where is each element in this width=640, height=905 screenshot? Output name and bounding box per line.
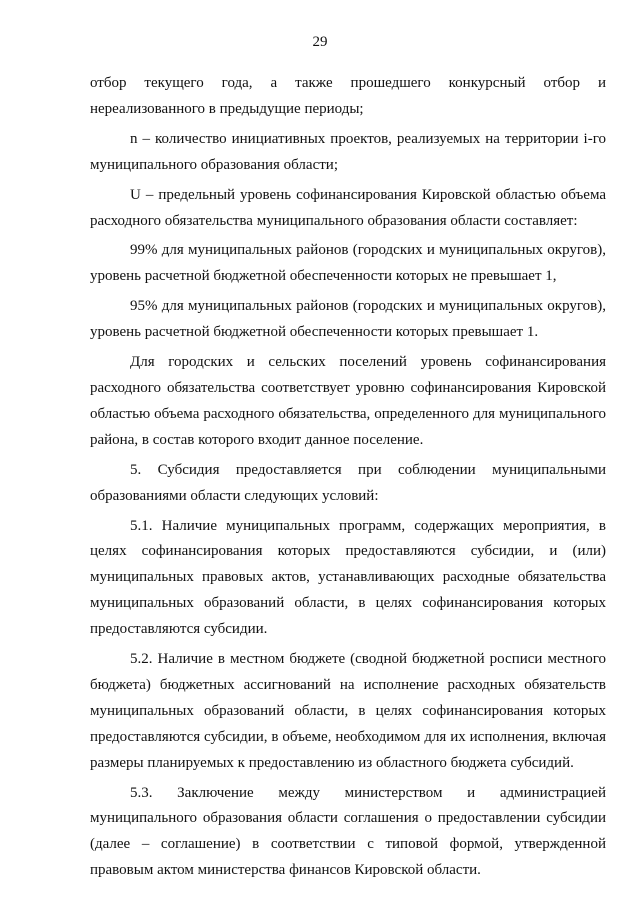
paragraph-u-definition: U – предельный уровень софинансирования Кировской областью объема расходного обязательства муниципального образования области составляет: — [90, 186, 606, 229]
paragraph-n-definition: n – количество инициативных проектов, реализуемых на территории i-го муниципального образования области; — [90, 130, 606, 173]
paragraph-clause-5-2: 5.2. Наличие в местном бюджете (сводной бюджетной росписи местного бюджета) бюджетных ассигнований на исполнение расходных обязательств муниципальных образований области, в целях софинансирования которых предоставляются субсидии, в объеме, необходимом для их исполнения, включая размеры планируемых к предоставлению из областного бюджета субсидий. — [90, 651, 606, 771]
paragraph-settlements: Для городских и сельских поселений уровень софинансирования расходного обязательства соответствует уровню софинансирования Кировской областью объема расходного обязательства, определенного для муниципального района, в состав которого входит данное поселение. — [90, 354, 606, 448]
page-number: 29 — [312, 34, 328, 50]
paragraph-clause-5-1: 5.1. Наличие муниципальных программ, содержащих мероприятия, в целях софинансирования которых предоставляются субсидии, и (или) муниципальных правовых актов, устанавливающих расходные обязательства муниципальных образований области, в целях софинансирования которых предоставляются субсидии. — [90, 517, 606, 638]
paragraph-clause-5: 5. Субсидия предоставляется при соблюдении муниципальными образованиями области следующих условий: — [90, 461, 606, 504]
paragraph-95-percent: 95% для муниципальных районов (городских и муниципальных округов), уровень расчетной бюджетной обеспеченности которых превышает 1. — [90, 298, 606, 341]
document-body — [90, 71, 606, 888]
paragraph-99-percent: 99% для муниципальных районов (городских и муниципальных округов), уровень расчетной бюджетной обеспеченности которых не превышает 1, — [90, 242, 606, 285]
paragraph-continuation: отбор текущего года, а также прошедшего конкурсный отбор и нереализованного в предыдущие периоды; — [90, 75, 606, 117]
paragraph-clause-5-3: 5.3. Заключение между министерством и администрацией муниципального образования области соглашения о предоставлении субсидии (далее – соглашение) в соответствии с типовой формой, утвержденной правовым актом министерства финансов Кировской области. — [90, 784, 606, 879]
